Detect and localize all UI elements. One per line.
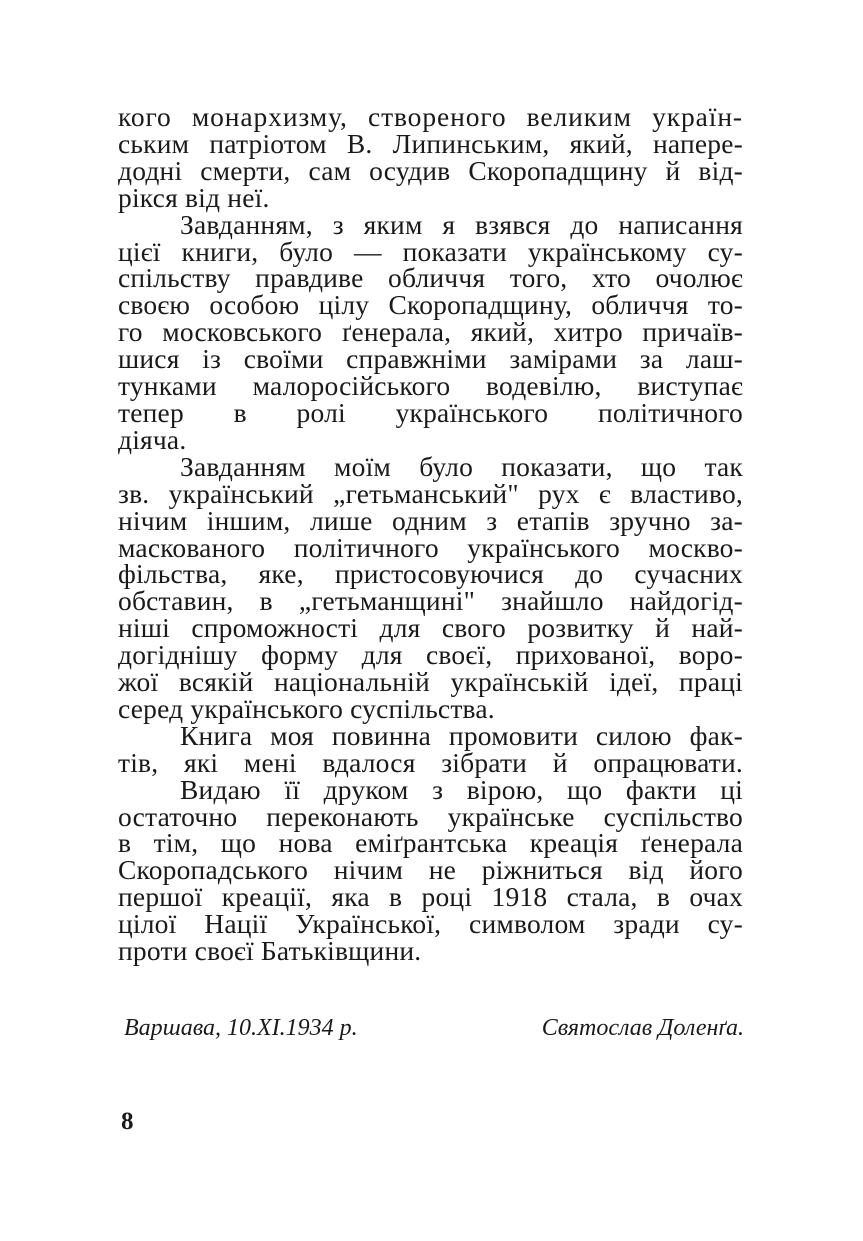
paragraph	[118, 450, 743, 724]
paragraph	[118, 773, 743, 967]
text-line: Завданням, з яким я взявся до написання	[180, 208, 743, 240]
text-line: рікся від неї.	[118, 181, 270, 213]
text-line: проти своєї Батьківщини.	[118, 935, 422, 967]
page-body	[118, 101, 743, 967]
text-line: ським патріотом В. Липинським, який, напере-	[118, 127, 743, 159]
text-line: зв. український „гетьманський" рух є властиво,	[118, 477, 743, 509]
paragraph	[118, 208, 743, 455]
text-line: догіднішу форму для своєї, прихованої, воро-	[118, 639, 743, 671]
text-line: спільству правдиве обличчя того, хто очолює	[118, 262, 743, 294]
place-date: Варшава, 10.XI.1934 р.	[124, 1015, 358, 1041]
text-line: тів, які мені вдалося зібрати й опрацювати.	[118, 746, 743, 778]
text-line: Видаю її друком з вірою, що факти ці	[180, 773, 743, 805]
paragraph	[118, 101, 743, 213]
text-line: жої всякій національній українській ідеї, праці	[118, 666, 743, 698]
text-line: обставин, в „гетьманщині" знайшло найдогід-	[118, 585, 743, 617]
text-line: Завданням моїм було показати, що так	[180, 450, 743, 482]
text-line: нічим іншим, лише одним з етапів зручно за-	[118, 504, 743, 536]
text-line: кого монархизму, створеного великим україн-	[118, 101, 743, 132]
text-line: ніші спроможності для свого розвитку й най-	[118, 612, 743, 644]
text-line: шися із своїми справжніми замірами за лаш-	[118, 343, 743, 375]
text-line: тепер в ролі українського політичного	[118, 396, 743, 428]
text-line: Скоропадського нічим не ріжниться від його	[118, 854, 743, 886]
text-line: маскованого політичного українського москво-	[118, 531, 743, 563]
page-number: 8	[121, 1108, 134, 1135]
text-line: першої креації, яка в році 1918 стала, в очах	[118, 881, 743, 913]
text-line: діяча.	[118, 423, 187, 455]
text-line: го московського ґенерала, який, хитро причаїв-	[118, 316, 743, 348]
text-line: серед українського суспільства.	[118, 692, 495, 724]
paragraph	[118, 719, 743, 778]
author-signature: Святослав Доленґа.	[541, 1015, 744, 1041]
text-line: Книга моя повинна промовити силою фак-	[180, 719, 743, 751]
text-line: своєю особою цілу Скоропадщину, обличчя то-	[118, 289, 743, 321]
signature-row	[124, 1014, 744, 1042]
text-line: цілої Нації Української, символом зради су-	[118, 908, 743, 940]
text-line: тунками малоросійського водевілю, виступає	[118, 370, 743, 402]
text-line: остаточно переконають українське суспільство	[118, 800, 743, 832]
text-line: в тім, що нова еміґрантська креація ґенерала	[118, 827, 743, 859]
text-line: цієї книги, було — показати українському су-	[118, 235, 743, 267]
text-line: додні смерти, сам осудив Скоропадщину й від-	[118, 154, 743, 186]
text-line: фільства, яке, пристосовуючися до сучасних	[118, 558, 743, 590]
